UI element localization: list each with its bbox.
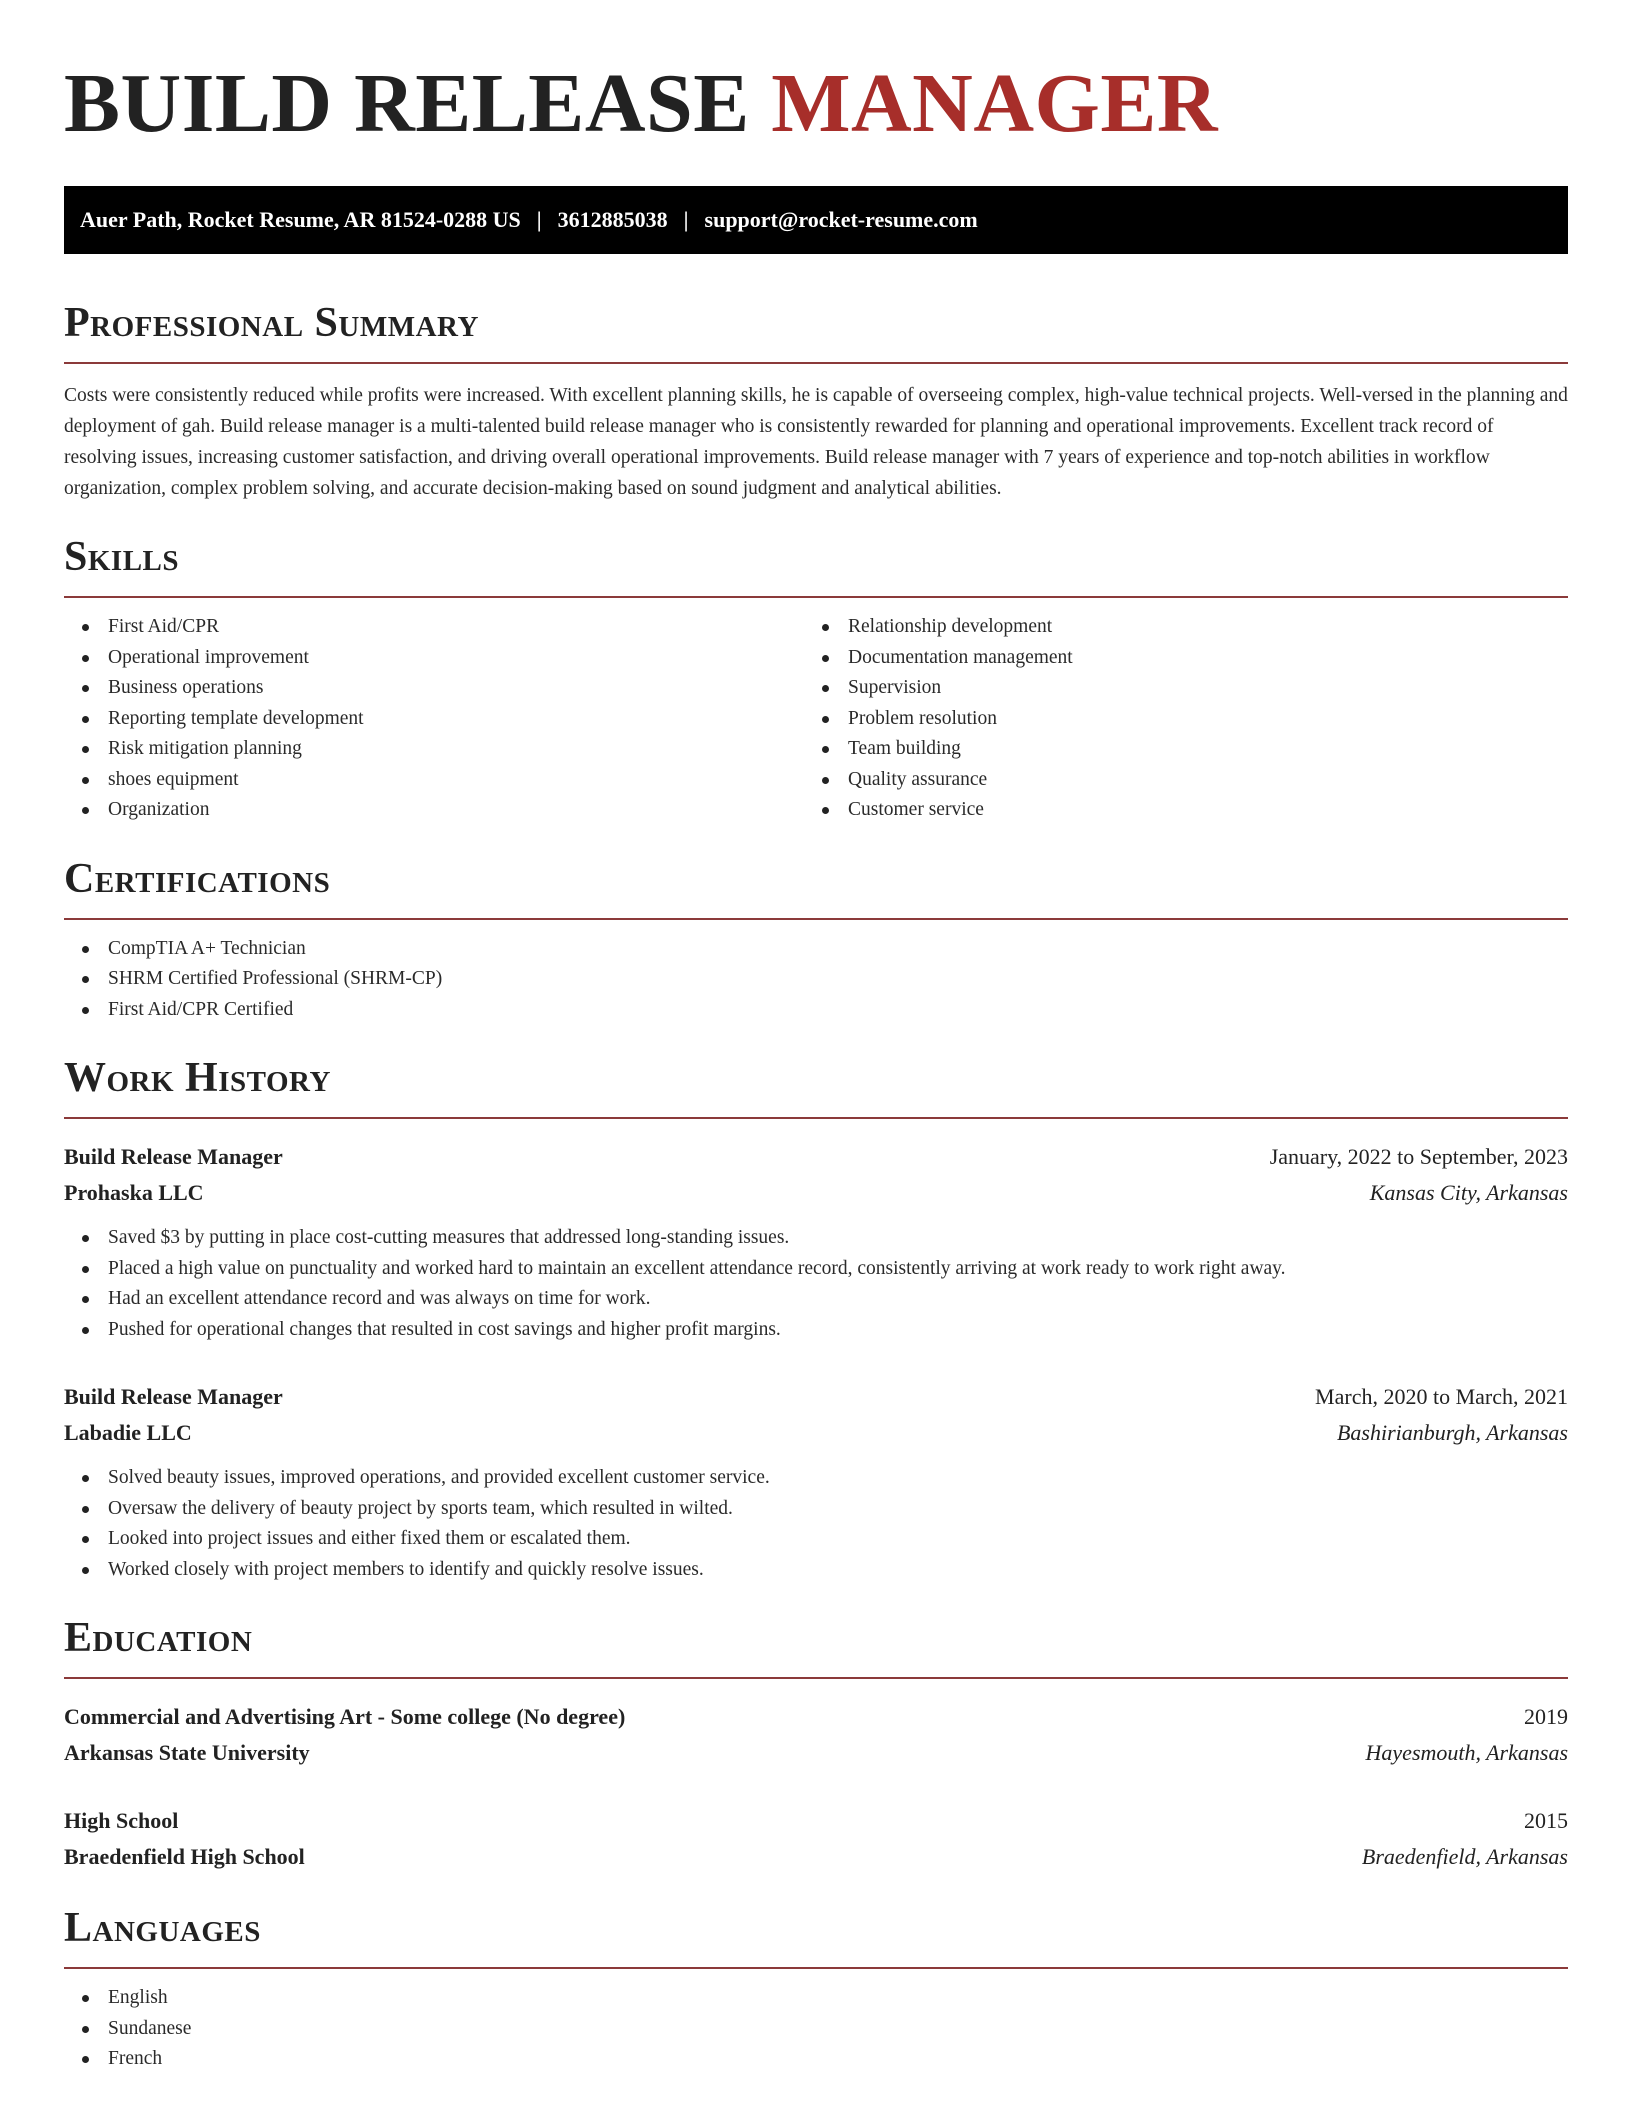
section-title-education: Education bbox=[64, 1615, 253, 1661]
job-company-row bbox=[64, 1415, 1568, 1451]
candidate-name bbox=[64, 56, 1568, 152]
job-location: Kansas City, Arkansas bbox=[1369, 1180, 1568, 1205]
job-title: Build Release Manager bbox=[64, 1384, 283, 1409]
job-bullet: Solved beauty issues, improved operations, and provided excellent customer service. bbox=[64, 1463, 1568, 1494]
section-title-skills: Skills bbox=[64, 534, 180, 580]
skills-list-right bbox=[804, 612, 1568, 826]
skill-item: Business operations bbox=[64, 673, 804, 704]
section-divider bbox=[64, 1967, 1568, 1969]
education-degree: Commercial and Advertising Art - Some college (No degree) bbox=[64, 1704, 626, 1729]
job-bullet: Pushed for operational changes that resulted in cost savings and higher profit margins. bbox=[64, 1315, 1568, 1346]
skill-item: Risk mitigation planning bbox=[64, 734, 804, 765]
skills-grid bbox=[64, 598, 1568, 826]
section-title-work-history: Work History bbox=[64, 1055, 331, 1101]
job-dates: January, 2022 to September, 2023 bbox=[1269, 1144, 1568, 1169]
job-bullet: Placed a high value on punctuality and worked hard to maintain an excellent attendance record, consistently arriving at work ready to work right away. bbox=[64, 1254, 1568, 1285]
section-title-languages: Languages bbox=[64, 1905, 261, 1951]
education-school-row bbox=[64, 1839, 1568, 1875]
skill-item: shoes equipment bbox=[64, 765, 804, 796]
education-year: 2019 bbox=[1524, 1704, 1568, 1729]
education-entry bbox=[64, 1803, 1568, 1875]
certification-item: First Aid/CPR Certified bbox=[64, 995, 1568, 1026]
skill-item: Supervision bbox=[804, 673, 1568, 704]
contact-email: support@rocket-resume.com bbox=[704, 207, 978, 232]
job-bullet: Saved $3 by putting in place cost-cutting measures that addressed long-standing issues. bbox=[64, 1223, 1568, 1254]
contact-address: Auer Path, Rocket Resume, AR 81524-0288 US bbox=[80, 207, 521, 232]
skill-item: Operational improvement bbox=[64, 643, 804, 674]
education-degree: High School bbox=[64, 1808, 179, 1833]
education-school: Braedenfield High School bbox=[64, 1844, 305, 1869]
language-item: Sundanese bbox=[64, 2014, 1568, 2045]
skill-item: First Aid/CPR bbox=[64, 612, 804, 643]
contact-bar bbox=[64, 186, 1568, 254]
education-header-row bbox=[64, 1803, 1568, 1839]
education-location: Braedenfield, Arkansas bbox=[1361, 1844, 1568, 1869]
skill-item: Problem resolution bbox=[804, 704, 1568, 735]
section-divider bbox=[64, 362, 1568, 364]
job-entry bbox=[64, 1139, 1568, 1345]
skill-item: Relationship development bbox=[804, 612, 1568, 643]
section-divider bbox=[64, 1677, 1568, 1679]
contact-phone: 3612885038 bbox=[557, 207, 668, 232]
job-header-row bbox=[64, 1139, 1568, 1175]
section-title-summary: Professional Summary bbox=[64, 300, 479, 346]
section-divider bbox=[64, 918, 1568, 920]
languages-list bbox=[64, 1983, 1568, 2075]
language-item: French bbox=[64, 2044, 1568, 2075]
contact-separator: | bbox=[536, 207, 542, 232]
skill-item: Customer service bbox=[804, 795, 1568, 826]
education-entry bbox=[64, 1699, 1568, 1771]
job-bullets bbox=[64, 1223, 1568, 1345]
skill-item: Quality assurance bbox=[804, 765, 1568, 796]
skill-item: Organization bbox=[64, 795, 804, 826]
section-title-certifications: Certifications bbox=[64, 855, 331, 902]
job-bullet: Had an excellent attendance record and was always on time for work. bbox=[64, 1284, 1568, 1315]
education-section bbox=[64, 1613, 1568, 1875]
job-bullet: Worked closely with project members to identify and quickly resolve issues. bbox=[64, 1555, 1568, 1586]
skill-item: Reporting template development bbox=[64, 704, 804, 735]
job-entry bbox=[64, 1379, 1568, 1585]
education-header-row bbox=[64, 1699, 1568, 1735]
summary-text: Costs were consistently reduced while profits were increased. With excellent planning skills, he is capable of overseeing complex, high-value technical projects. Well-versed in the planning and deployment of gah. Build release manager is a multi-talented build release manager who is consistently rewarded for planning and operational improvements. Excellent track record of resolving issues, increasing customer satisfaction, and driving overall operational improvements. Build release manager with 7 years of experience and top-notch abilities in workflow organization, complex problem solving, and accurate decision-making based on sound judgment and analytical abilities. bbox=[64, 385, 1568, 499]
contact-separator: | bbox=[683, 207, 689, 232]
job-dates: March, 2020 to March, 2021 bbox=[1315, 1384, 1568, 1409]
job-header-row bbox=[64, 1379, 1568, 1415]
skills-list-left bbox=[64, 612, 804, 826]
job-company: Labadie LLC bbox=[64, 1420, 192, 1445]
skills-section bbox=[64, 532, 1568, 826]
skill-item: Documentation management bbox=[804, 643, 1568, 674]
certification-item: SHRM Certified Professional (SHRM-CP) bbox=[64, 964, 1568, 995]
work-history-section bbox=[64, 1053, 1568, 1585]
languages-section bbox=[64, 1903, 1568, 2075]
certifications-list bbox=[64, 934, 1568, 1026]
education-school-row bbox=[64, 1735, 1568, 1771]
name-part-primary: BUILD RELEASE bbox=[64, 57, 750, 150]
job-bullet: Looked into project issues and either fixed them or escalated them. bbox=[64, 1524, 1568, 1555]
skill-item: Team building bbox=[804, 734, 1568, 765]
education-school: Arkansas State University bbox=[64, 1740, 310, 1765]
job-bullet: Oversaw the delivery of beauty project by sports team, which resulted in wilted. bbox=[64, 1494, 1568, 1525]
education-location: Hayesmouth, Arkansas bbox=[1365, 1740, 1568, 1765]
education-year: 2015 bbox=[1524, 1808, 1568, 1833]
certifications-section bbox=[64, 854, 1568, 1026]
language-item: English bbox=[64, 1983, 1568, 2014]
job-title: Build Release Manager bbox=[64, 1144, 283, 1169]
name-part-accent: MANAGER bbox=[771, 57, 1219, 150]
section-divider bbox=[64, 1117, 1568, 1119]
job-location: Bashirianburgh, Arkansas bbox=[1336, 1420, 1568, 1445]
job-company: Prohaska LLC bbox=[64, 1180, 204, 1205]
job-bullets bbox=[64, 1463, 1568, 1585]
certification-item: CompTIA A+ Technician bbox=[64, 934, 1568, 965]
summary-section bbox=[64, 298, 1568, 504]
job-company-row bbox=[64, 1175, 1568, 1211]
